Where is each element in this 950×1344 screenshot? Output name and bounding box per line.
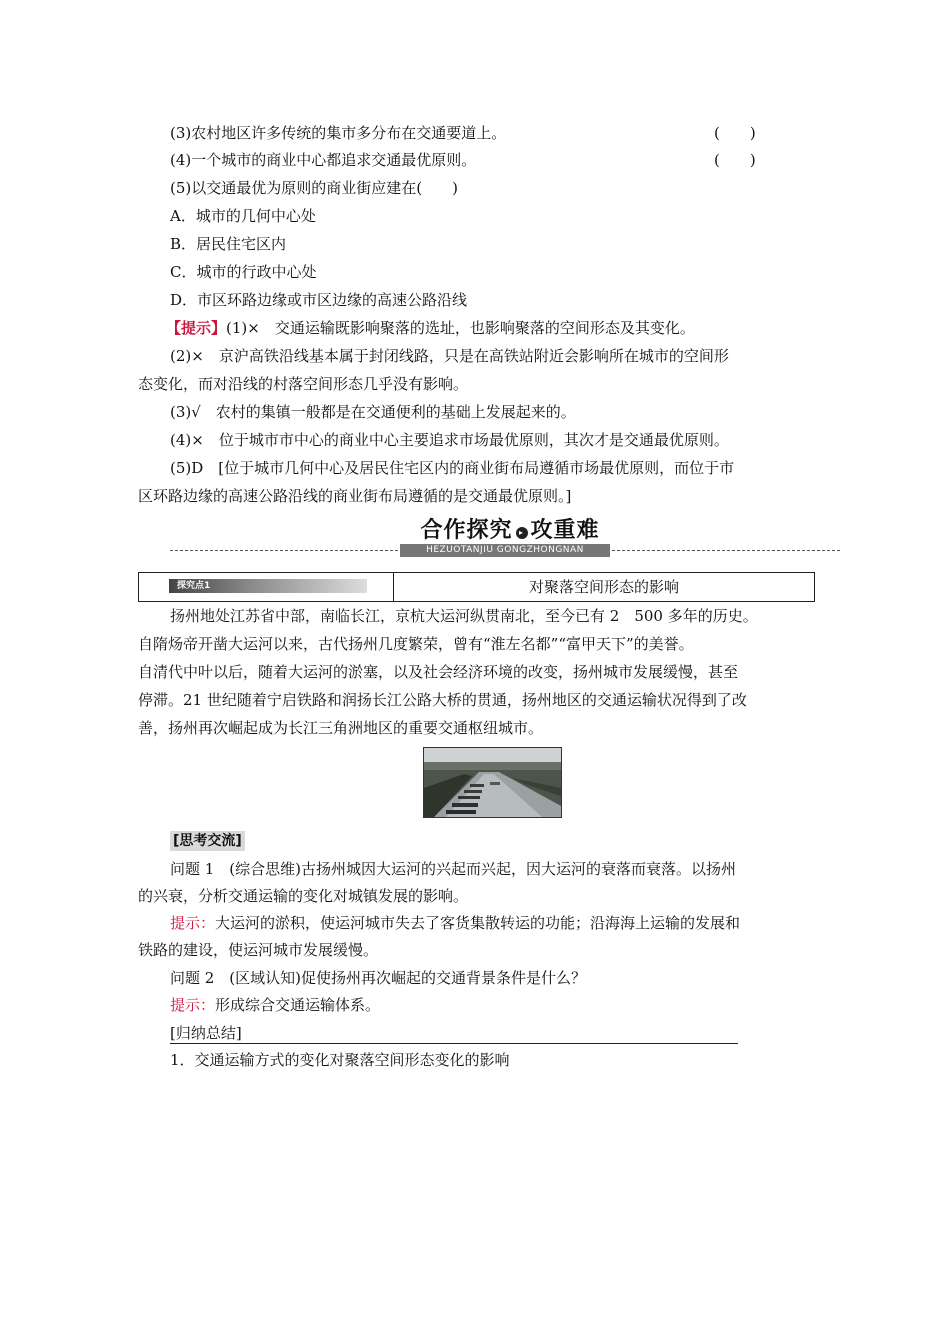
passage-line-4: 停滞。21 世纪随着宁启铁路和润扬长江公路大桥的贯通，扬州地区的交通运输状况得到了改 xyxy=(138,691,747,709)
quiz-item-4: (4)一个城市的商业中心都追求交通最优原则。 xyxy=(170,151,477,169)
passage-line-2: 自隋炀帝开凿大运河以来，古代扬州几度繁荣，曾有“淮左名都”“富甲天下”的美誉。 xyxy=(138,635,694,653)
question-1-line1: 问题 1 (综合思维)古扬州城因大运河的兴起而兴起，因大运河的衰落而衰落。以扬州 xyxy=(170,860,737,878)
option-b: B．居民住宅区内 xyxy=(170,235,287,253)
hint-3: (3)√ 农村的集镇一般都是在交通便利的基础上发展起来的。 xyxy=(170,403,576,421)
section-subtitle: HEZUOTANJIU GONGZHONGNAN xyxy=(400,544,610,557)
think-label: [思考交流] xyxy=(170,831,245,851)
hint-1-text: (1)× 交通运输既影响聚落的选址，也影响聚落的空间形态及其变化。 xyxy=(226,319,695,337)
explore-topic: 对聚落空间形态的影响 xyxy=(528,578,679,596)
hint-label: 【提示】 xyxy=(166,319,227,337)
answer-1-hint-label: 提示： xyxy=(170,914,216,932)
answer-2-text: 形成综合交通运输体系。 xyxy=(215,996,381,1014)
answer-1-text: 大运河的淤积，使运河城市失去了客货集散转运的功能；沿海海上运输的发展和 xyxy=(215,914,741,932)
answer-1-line1 xyxy=(170,913,740,933)
hint-4: (4)× 位于城市市中心的商业中心主要追求市场最优原则，其次才是交通最优原则。 xyxy=(170,431,729,449)
explore-tag-cell xyxy=(139,573,394,601)
option-a: A．城市的几何中心处 xyxy=(170,207,316,225)
summary-item-1: 1．交通运输方式的变化对聚落空间形态变化的影响 xyxy=(170,1051,510,1069)
quiz-item-5: (5)以交通最优为原则的商业街应建在( ) xyxy=(170,179,458,197)
dashed-divider-right xyxy=(612,550,840,551)
summary-label: [归纳总结] xyxy=(170,1023,738,1044)
section-header xyxy=(170,516,840,564)
option-d: D．市区环路边缘或市区边缘的高速公路沿线 xyxy=(170,291,468,309)
section-title-left: 合作探究 xyxy=(420,518,513,543)
answer-blank-3: ( ) xyxy=(714,124,756,142)
passage-line-1: 扬州地处江苏省中部，南临长江，京杭大运河纵贯南北，至今已有 2 500 多年的历史。 xyxy=(170,607,758,625)
canal-photo xyxy=(423,747,562,818)
answer-2 xyxy=(170,995,380,1015)
question-2: 问题 2 (区域认知)促使扬州再次崛起的交通背景条件是什么？ xyxy=(170,969,587,987)
hint-2-line1: (2)× 京沪高铁沿线基本属于封闭线路，只是在高铁站附近会影响所在城市的空间形 xyxy=(170,347,729,365)
answer-blank-4: ( ) xyxy=(714,151,756,169)
section-title xyxy=(410,516,610,546)
hint-1 xyxy=(166,318,695,338)
passage-line-5: 善，扬州再次崛起成为长江三角洲地区的重要交通枢纽城市。 xyxy=(138,719,544,737)
answer-1-line2: 铁路的建设，使运河城市发展缓慢。 xyxy=(138,941,379,959)
passage-line-3: 自清代中叶以后，随着大运河的淤塞，以及社会经济环境的改变，扬州城市发展缓慢，甚至 xyxy=(138,663,739,681)
explore-tag: 探究点1 xyxy=(169,579,367,593)
explore-point-table xyxy=(138,572,815,602)
hint-2-line2: 态变化，而对沿线的村落空间形态几乎没有影响。 xyxy=(138,375,469,393)
option-c: C．城市的行政中心处 xyxy=(170,263,317,281)
dashed-divider-left xyxy=(170,550,398,551)
section-title-right: 攻重难 xyxy=(530,518,600,543)
hint-5-line2: 区环路边缘的高速公路沿线的商业街布局遵循的是交通最优原则。] xyxy=(138,487,572,505)
answer-2-hint-label: 提示： xyxy=(170,996,216,1014)
question-1-line2: 的兴衰，分析交通运输的变化对城镇发展的影响。 xyxy=(138,887,469,905)
circle-arrow-icon: ▸ xyxy=(516,527,528,539)
quiz-item-3: (3)农村地区许多传统的集市多分布在交通要道上。 xyxy=(170,124,507,142)
hint-5-line1: (5)D [位于城市几何中心及居民住宅区内的商业街布局遵循市场最优原则，而位于市 xyxy=(170,459,735,477)
